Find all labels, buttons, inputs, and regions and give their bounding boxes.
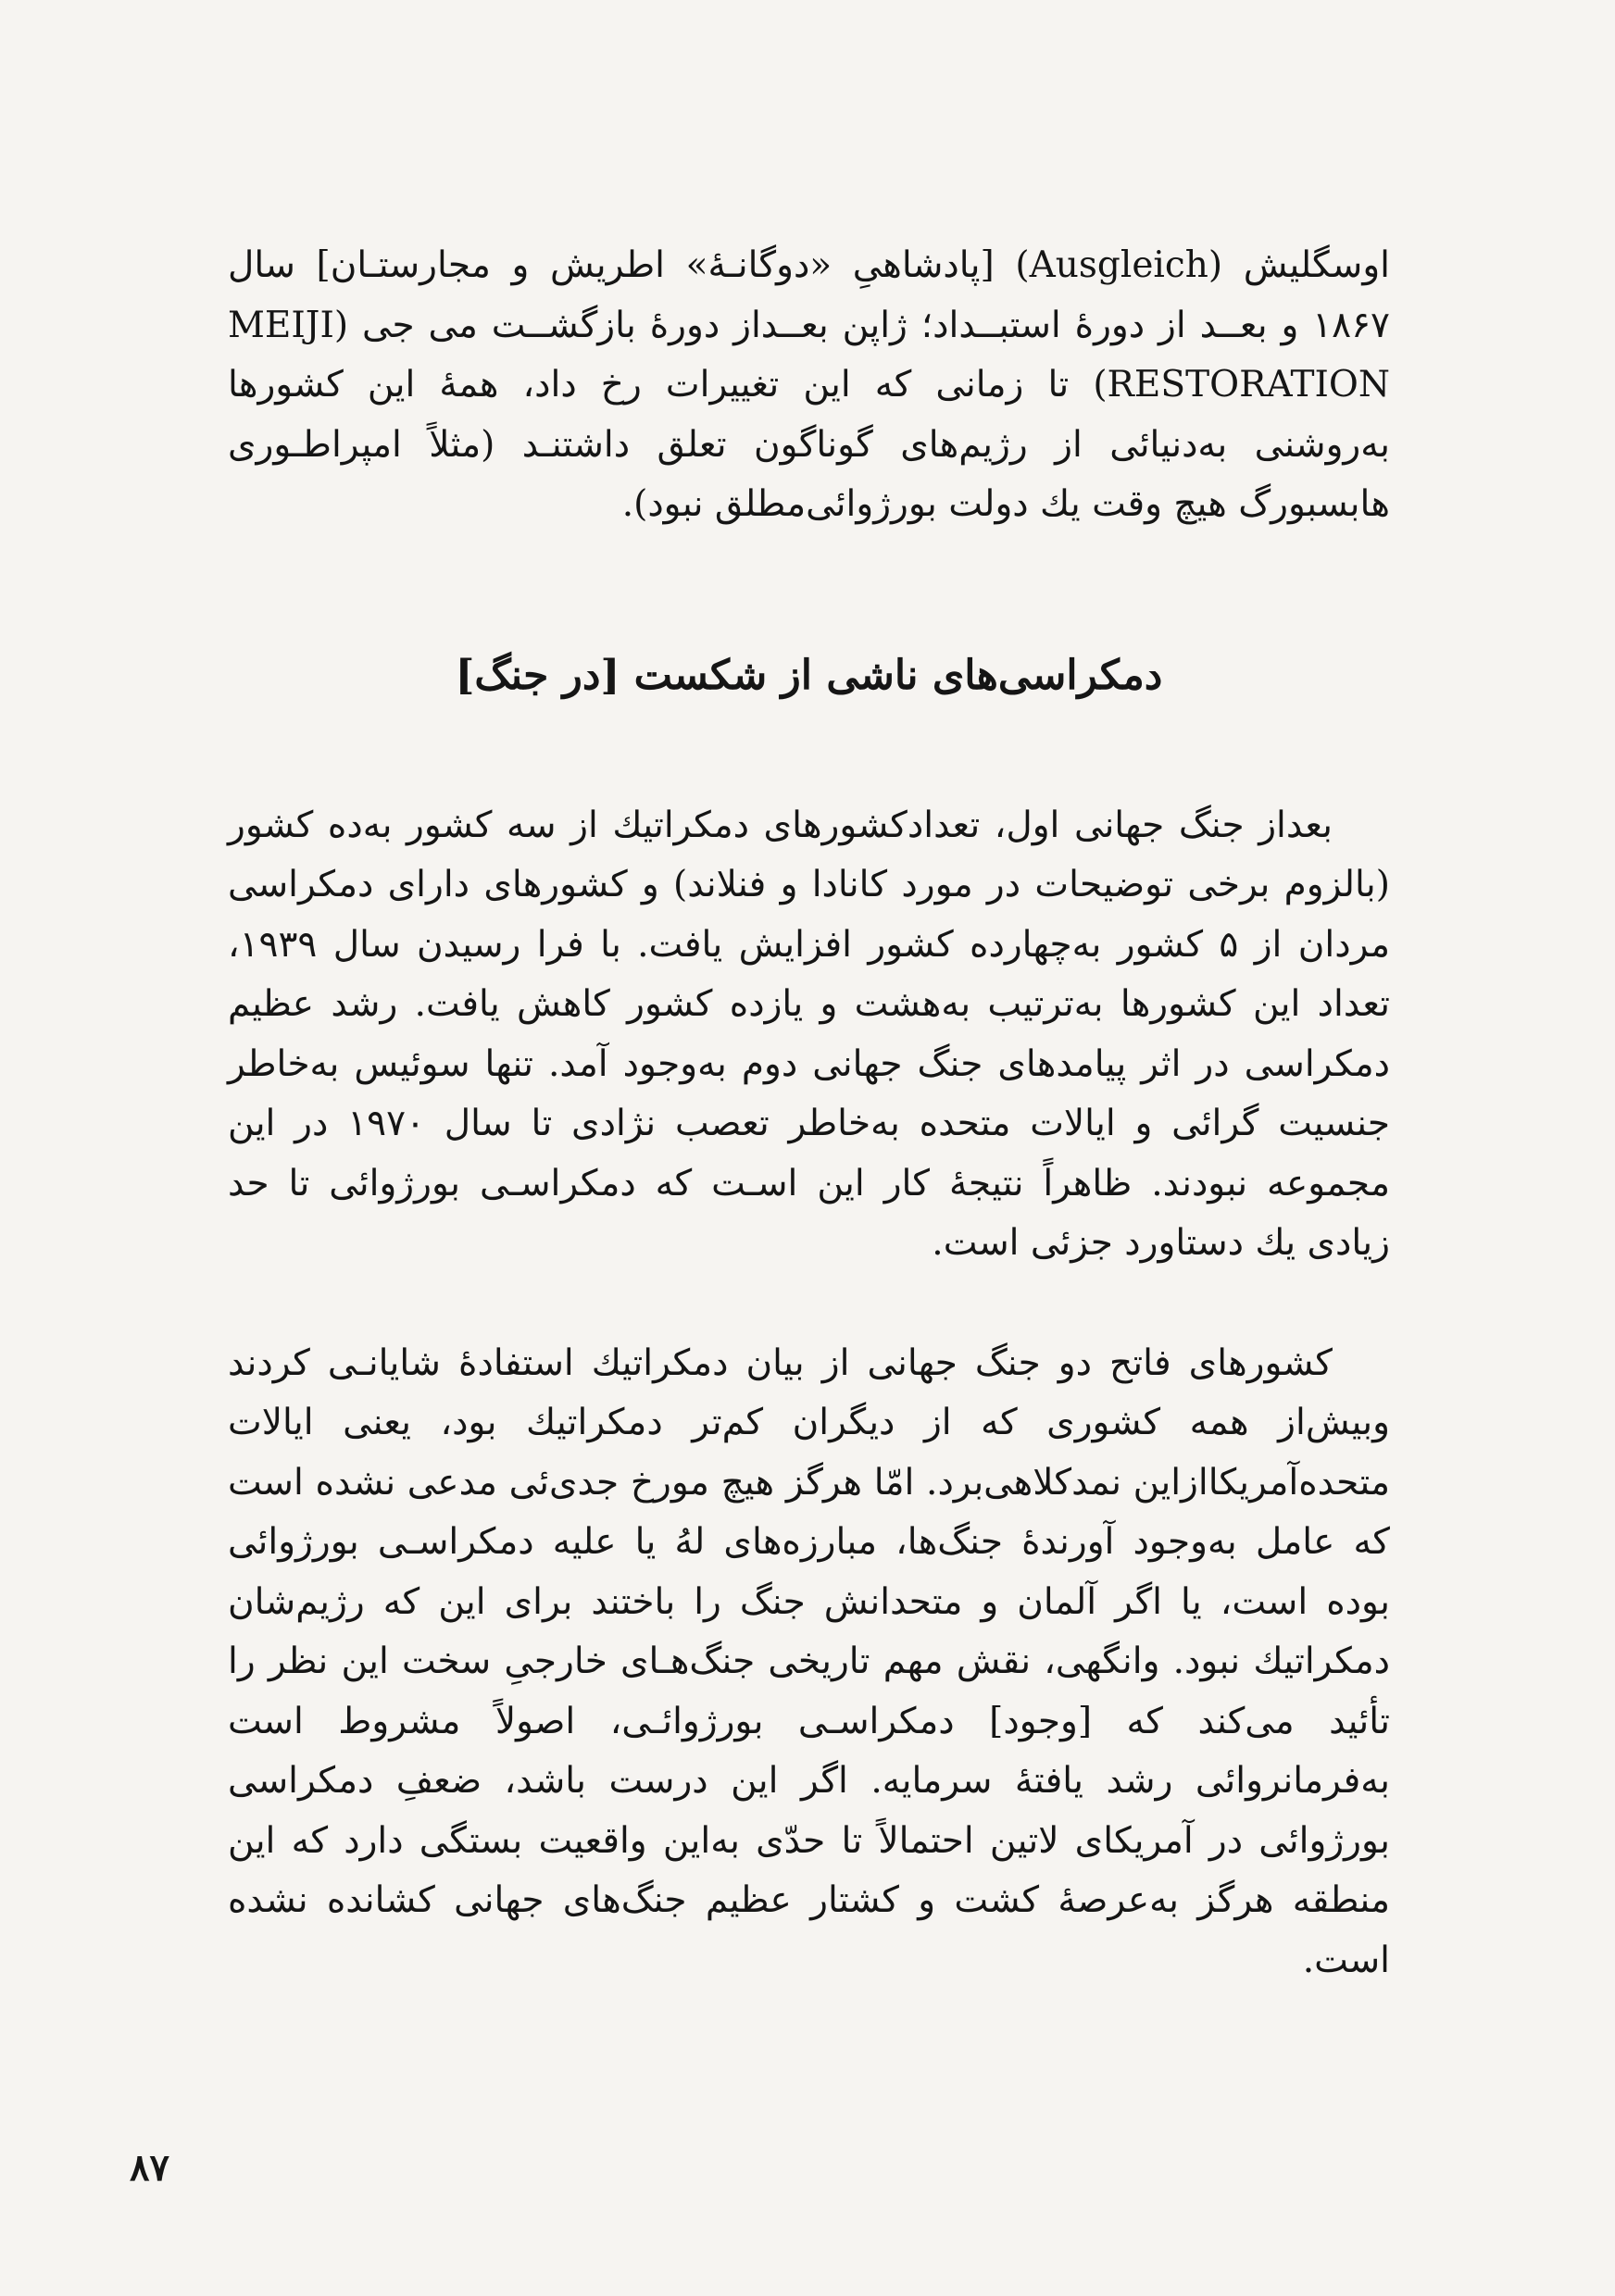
- page-body: [228, 236, 1390, 1990]
- paragraph-after-ww1: بعداز جنگ جهانی اول، تعدادکشورهای دمکراتیك از سه کشور به‌ده کشور (بالزوم برخی توضیحات در مورد کانادا و فنلاند) و کشورهای دارای دمکراسی مردان از ۵ کشور به‌چهارده کشور افزایش یافت. با فرا رسیدن سال ۱۹۳۹، تعداد این کشورها به‌ترتیب به‌هشت و یازده کشور کاهش یافت. رشد عظیم دمکراسی در اثر پیامدهای جنگ جهانی دوم به‌وجود آمد. تنها سوئیس به‌خاطر جنسیت گرائی و ایالات متحده به‌خاطر تعصب نژادی تا سال ۱۹۷۰ در این مجموعه نبودند. ظاهراً نتیجهٔ کار این اسـت که دمکراسـی بورژوائی تا حد زیادی یك دستاورد جزئی است.: [228, 804, 1391, 1264]
- page-number: ۸۷: [130, 2146, 169, 2190]
- section-heading: دمکراسی‌های ناشی از شکست [در جنگ]: [455, 651, 1163, 699]
- paragraph-ausgleich: اوسگلیش (Ausgleich) [پادشاهیِ «دوگانـهٔ» اطریش و مجارستـان] سال ۱۸۶۷ و بعــد از دورهٔ استبــداد؛ ژاپن بعــداز دورهٔ بازگشــت می جی (MEIJI RESTORATION) تا زمانی که این تغییرات رخ داد، همهٔ این کشورها به‌روشنی به‌دنیائی از رژیم‌های گوناگون تعلق داشتنـد (مثلاً امپراطـوری هابسبورگ هیچ وقت یك دولت بورژوائی‌مطلق نبود).: [228, 244, 1390, 525]
- paragraph-victors: کشورهای فاتح دو جنگ جهانی از بیان دمکراتیك استفادهٔ شایانـی کردند وبیش‌از همه کشوری که از دیگران کم‌تر دمکراتیك بود، یعنی ایالات متحده‌آمریکاازاین نمدکلاهی‌برد. امّا هرگز هیچ مورخ جدی‌ئی مدعی نشده است که عامل به‌وجود آورندهٔ جنگ‌ها، مبارزه‌های لهُ یا علیه دمکراسـی بورژوائی بوده است، یا اگر آلمان و متحدانش جنگ را باختند برای این که رژیم‌شان دمکراتیك نبود. وانگهی، نقش مهم تاریخی جنگ‌هـای خارجیِ سخت این نظر را تأئید می‌کند که [وجود] دمکراسـی بورژوائـی، اصولاً مشروط است به‌فرمانروائی رشد یافتهٔ سرمایه. اگر این درست باشد، ضعفِ دمکراسی بورژوائی در آمریکای لاتین احتمالاً تا حدّی به‌این واقعیت بستگی دارد که این منطقه هرگز به‌عرصهٔ کشت و کشتار عظیم جنگ‌های جهانی کشانده نشده است.: [228, 1341, 1390, 1981]
